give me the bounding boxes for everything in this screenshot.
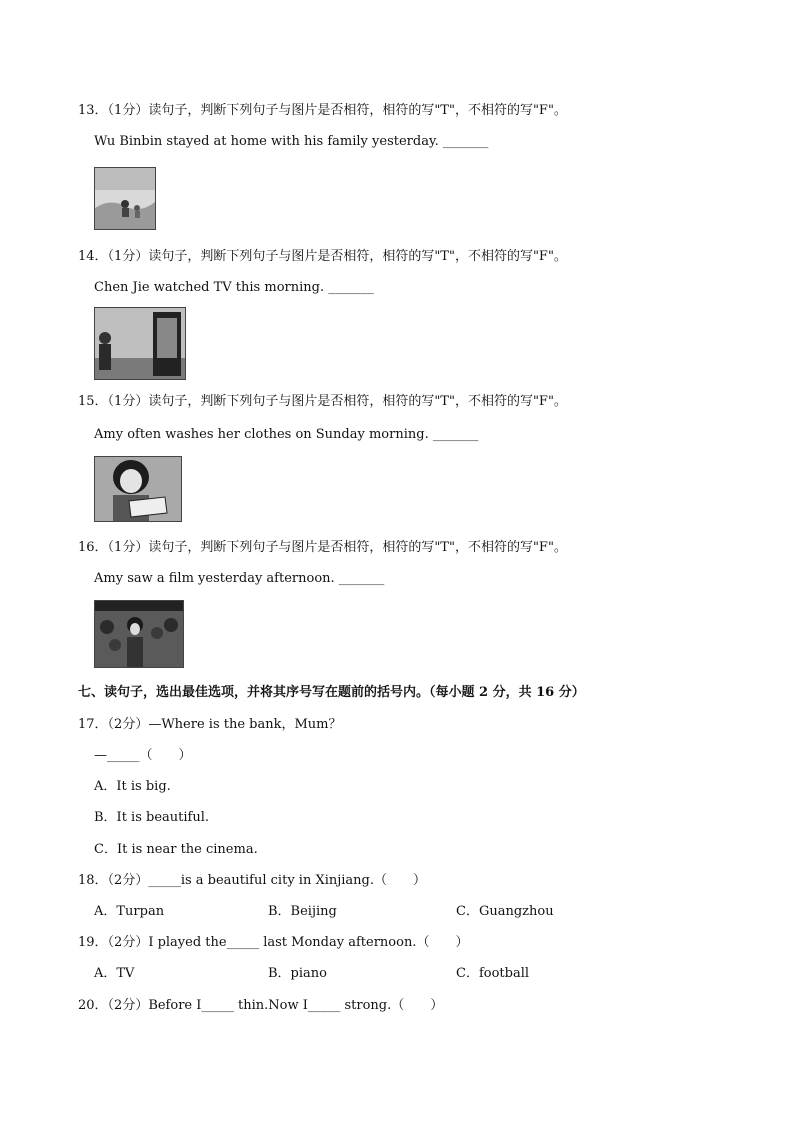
- photo-kids-outdoors-icon: [94, 167, 156, 230]
- question-19-option-b: B．piano: [268, 966, 327, 981]
- question-15-header: 15．（1分）读句子，判断下列句子与图片是否相符，相符的写"T"，不相符的写"F"。: [78, 394, 567, 409]
- question-16-header: 16．（1分）读句子，判断下列句子与图片是否相符，相符的写"T"，不相符的写"F"。: [78, 540, 567, 555]
- question-19-stem: 19．（2分）I played the_____ last Monday afternoon.（ ）: [78, 935, 469, 950]
- question-18-option-b: B．Beijing: [268, 904, 337, 919]
- photo-cinema-audience-icon: [94, 600, 184, 668]
- question-17-option-a: A．It is big.: [94, 779, 171, 794]
- question-18-option-a: A．Turpan: [94, 904, 165, 919]
- section-7-title: 七、读句子，选出最佳选项，并将其序号写在题前的括号内。（每小题 2 分，共 16 分）: [78, 685, 585, 700]
- question-18-option-c: C．Guangzhou: [456, 904, 554, 919]
- question-17-option-b: B．It is beautiful.: [94, 810, 210, 825]
- question-15-sentence: Amy often washes her clothes on Sunday morning. _______: [94, 427, 479, 442]
- question-13-header: 13．（1分）读句子，判断下列句子与图片是否相符，相符的写"T"，不相符的写"F"。: [78, 103, 567, 118]
- question-19-option-a: A．TV: [94, 966, 135, 981]
- question-17-answer-line: —_____（ ）: [94, 748, 192, 763]
- question-13-sentence: Wu Binbin stayed at home with his family yesterday. _______: [94, 134, 489, 149]
- question-20-stem: 20．（2分）Before I_____ thin.Now I_____ strong.（ ）: [78, 998, 444, 1013]
- photo-girl-reading-icon: [94, 456, 182, 522]
- question-19-option-c: C．football: [456, 966, 530, 981]
- question-14-header: 14．（1分）读句子，判断下列句子与图片是否相符，相符的写"T"，不相符的写"F"。: [78, 249, 567, 264]
- photo-watching-tv-icon: [94, 307, 186, 380]
- question-16-sentence: Amy saw a film yesterday afternoon. _______: [94, 571, 385, 586]
- question-17-stem: 17．（2分）—Where is the bank，Mum？: [78, 717, 342, 732]
- question-14-sentence: Chen Jie watched TV this morning. _______: [94, 280, 374, 295]
- question-18-stem: 18．（2分）_____is a beautiful city in Xinjiang.（ ）: [78, 873, 427, 888]
- question-17-option-c: C．It is near the cinema.: [94, 842, 258, 857]
